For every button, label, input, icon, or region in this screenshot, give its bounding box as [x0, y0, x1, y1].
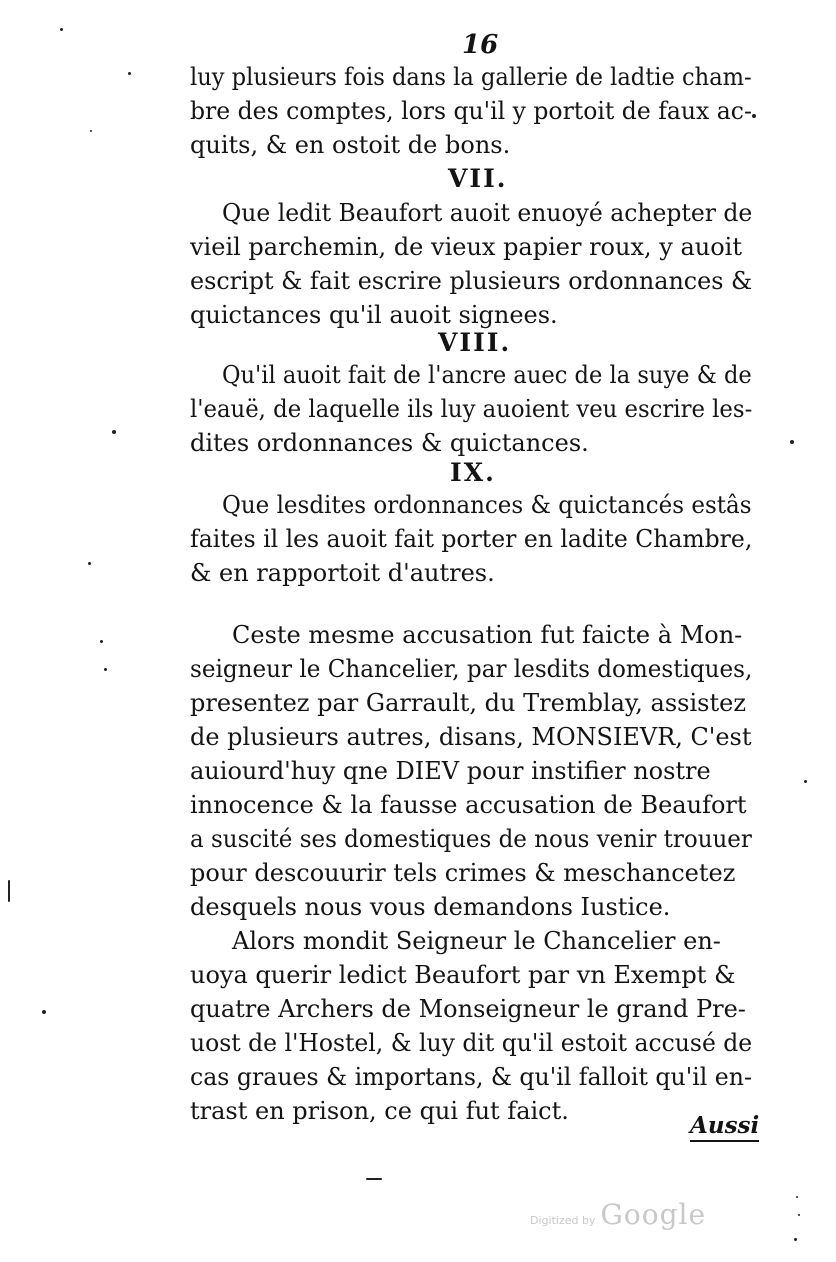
scan-speck: [60, 28, 63, 31]
text-line: faites il les auoit fait porter en ladite Chambre,: [190, 525, 753, 553]
text-line: escript & fait escrire plusieurs ordonnances &: [190, 267, 753, 295]
text-line: seigneur le Chancelier, par lesdits domestiques,: [190, 655, 753, 683]
text-line: pour descouurir tels crimes & meschancetez: [190, 859, 736, 887]
text-line: Que lesdites ordonnances & quictancés estâs: [222, 491, 752, 519]
text-line: presentez par Garrault, du Tremblay, assistez: [190, 689, 746, 717]
text-line: Alors mondit Seigneur le Chancelier en-: [232, 927, 721, 955]
text-line: Ceste mesme accusation fut faicte à Mon-: [232, 621, 743, 649]
watermark-google: Google: [600, 1198, 707, 1231]
scan-speck: [88, 562, 91, 565]
text-line: Que ledit Beaufort auoit enuoyé achepter de: [222, 199, 753, 227]
text-line: vieil parchemin, de vieux papier roux, y auoit: [190, 233, 742, 261]
text-line: innocence & la fausse accusation de Beaufort: [190, 791, 747, 819]
text-line: auiourd'huy qne DIEV pour instifier nostre: [190, 757, 711, 785]
article-numeral: VIII.: [438, 328, 512, 357]
scan-speck: [104, 668, 107, 671]
text-line: uoya querir ledict Beaufort par vn Exempt &: [190, 961, 736, 989]
text-line: quatre Archers de Monseigneur le grand Pre-: [190, 995, 746, 1023]
text-line: bre des comptes, lors qu'il y portoit de faux ac-: [190, 97, 752, 125]
text-line: trast en prison, ce qui fut faict.: [190, 1097, 569, 1125]
article-numeral: IX.: [450, 458, 496, 487]
scan-speck: [752, 114, 756, 118]
scan-speck: [42, 1010, 46, 1014]
text-line: uost de l'Hostel, & luy dit qu'il estoit accusé de: [190, 1029, 753, 1057]
digitization-watermark: [530, 1198, 706, 1231]
scan-mark: [366, 1178, 382, 1180]
catchword: Aussi: [690, 1112, 759, 1142]
scan-speck: [796, 1196, 798, 1198]
scan-speck: [798, 1214, 800, 1216]
text-line: cas graues & importans, & qu'il falloit qu'il en-: [190, 1063, 752, 1091]
article-numeral: VII.: [448, 164, 508, 193]
scan-speck: [100, 640, 103, 643]
scan-speck: [90, 130, 92, 132]
scan-speck: [790, 440, 794, 444]
scan-speck: [128, 72, 131, 75]
page-number: 16: [462, 30, 499, 60]
text-line: desquels nous vous demandons Iustice.: [190, 893, 671, 921]
scan-speck: [804, 780, 807, 783]
text-line: luy plusieurs fois dans la gallerie de ladtie cham-: [190, 63, 752, 91]
scan-mark: [8, 880, 10, 902]
text-line: & en rapportoit d'autres.: [190, 559, 495, 587]
text-line: Qu'il auoit fait de l'ancre auec de la suye & de: [222, 361, 752, 389]
scan-speck: [112, 430, 116, 434]
text-line: l'eauë, de laquelle ils luy auoient veu escrire les-: [190, 395, 753, 423]
watermark-small: Digitized by: [530, 1214, 596, 1227]
scan-speck: [794, 1238, 797, 1241]
text-line: quits, & en ostoit de bons.: [190, 131, 511, 159]
text-line: quictances qu'il auoit signees.: [190, 301, 558, 329]
text-line: dites ordonnances & quictances.: [190, 429, 589, 457]
text-line: de plusieurs autres, disans, MONSIEVR, C'est: [190, 723, 752, 751]
text-line: a suscité ses domestiques de nous venir trouuer: [190, 825, 752, 853]
